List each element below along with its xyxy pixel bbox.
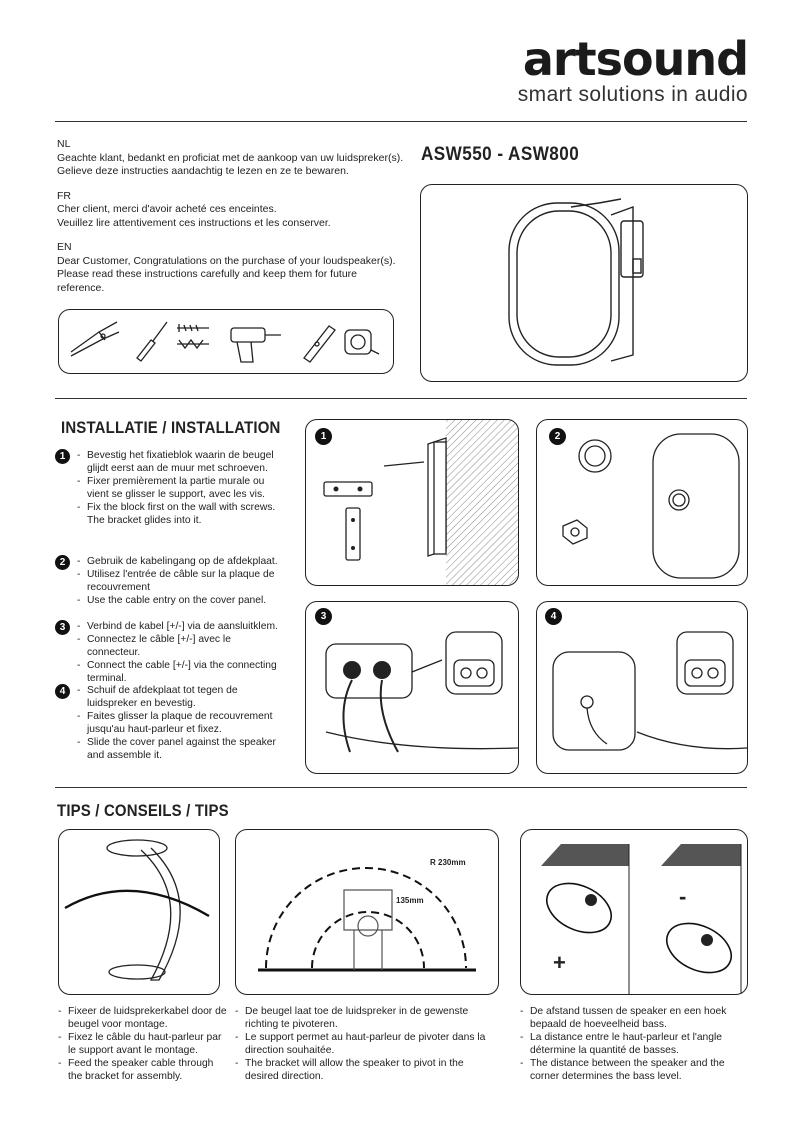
tip-text-2: - De beugel laat toe de luidspreker in de gewenste richting te pivoteren. - Le support permet au haut-parleur de pivoter dans la direction souhaitée. - The bracket will allow the speaker to pivot in the desired direction.: [235, 1005, 497, 1083]
speaker-product-panel: [420, 184, 748, 382]
screwdriver-icon: [137, 322, 167, 361]
screws-icon: [177, 324, 209, 348]
model-title: ASW550 - ASW800: [421, 144, 580, 165]
tip-text-3: - De afstand tussen de speaker en een hoek bepaald de hoeveelheid bass. - La distance entre le haut-parleur et l'angle détermine la quantité de basses. - The distance between the speaker and the corner determines the bass level.: [520, 1005, 746, 1083]
pivot-radius-illustration: [236, 830, 498, 994]
install-step-1: 1 - Bevestig het fixatieblok waarin de beugel glijdt eerst aan de muur met schroeven. - Fixer premièrement la partie murale ou vient se glisser le support, avec les vis. - Fix the block first on the wall with screws. The bracket glides into it.: [55, 449, 287, 527]
wall-mount-illustration: [306, 420, 518, 585]
pliers-icon: [71, 322, 119, 356]
tip-figure-bass: [520, 829, 748, 995]
install-step-2: 2 - Gebruik de kabelingang op de afdekplaat. - Utilisez l'entrée de câble sur la plaque de recouvrement - Use the cable entry on the cover panel.: [55, 555, 287, 607]
tip-text-1: - Fixeer de luidsprekerkabel door de beugel voor montage. - Fixez le câble du haut-parleur par le support avant le montage. - Feed the speaker cable through the bracket for assembly.: [58, 1005, 228, 1083]
brand-tagline: smart solutions in audio: [517, 83, 748, 106]
brand-logo: [518, 34, 748, 106]
brand-name: artsound: [522, 32, 748, 86]
corner-distance-illustration: [521, 830, 747, 994]
depth-label: 135mm: [396, 896, 424, 905]
bracket-cable-illustration: [59, 830, 219, 994]
install-step-3: 3 - Verbind de kabel [+/-] via de aansluitklem. - Connectez le câble [+/-] avec le connecteur. - Connect the cable [+/-] via the connecting terminal.: [55, 620, 287, 685]
figure-step-3: [305, 601, 519, 774]
intro-fr: FR Cher client, merci d'avoir acheté ces enceintes. Veuillez lire attentivement ces instructions et les conserver.: [57, 189, 331, 229]
step-number: 4: [55, 684, 70, 699]
section-divider-tips: [55, 787, 747, 788]
tape-measure-icon: [345, 330, 379, 354]
cover-slide-illustration: [537, 602, 747, 773]
figure-badge-3: 3: [315, 608, 332, 625]
tools-panel: [58, 309, 394, 374]
intro-nl: NL Geachte klant, bedankt en proficiat met de aankoop van uw luidspreker(s). Gelieve deze instructies aandachtig te lezen en ze te bewaren.: [57, 138, 404, 177]
step-number: 1: [55, 449, 70, 464]
tips-title: TIPS / CONSEILS / TIPS: [57, 801, 229, 820]
step-number: 2: [55, 555, 70, 570]
drill-icon: [231, 328, 281, 362]
bracket-icon: [304, 326, 335, 362]
tip-figure-pivot: [235, 829, 499, 995]
tip-figure-cable: [58, 829, 220, 995]
intro-text: [57, 138, 407, 306]
section-divider-install: [55, 398, 747, 399]
cable-terminal-illustration: [306, 602, 518, 773]
figure-badge-2: 2: [549, 428, 566, 445]
figure-step-2: [536, 419, 748, 586]
figure-step-4: [536, 601, 748, 774]
figure-step-1: [305, 419, 519, 586]
intro-en: EN Dear Customer, Congratulations on the purchase of your loudspeaker(s). Please read these instructions carefully and keep them for future reference.: [57, 241, 396, 294]
figure-badge-4: 4: [545, 608, 562, 625]
installation-title: INSTALLATIE / INSTALLATION: [61, 418, 281, 437]
minus-sign: -: [679, 884, 687, 909]
cover-plate-illustration: [537, 420, 747, 585]
header-divider: [55, 121, 747, 122]
step-number: 3: [55, 620, 70, 635]
plus-sign: +: [553, 950, 566, 975]
tools-illustration: [59, 310, 393, 373]
speaker-illustration: [421, 185, 747, 381]
radius-label: R 230mm: [430, 858, 466, 867]
figure-badge-1: 1: [315, 428, 332, 445]
install-step-4: 4 - Schuif de afdekplaat tot tegen de luidspreker en bevestig. - Faites glisser la plaque de recouvrement jusqu'au haut-parleur et fixez. - Slide the cover panel against the speaker and assemble it.: [55, 684, 287, 762]
